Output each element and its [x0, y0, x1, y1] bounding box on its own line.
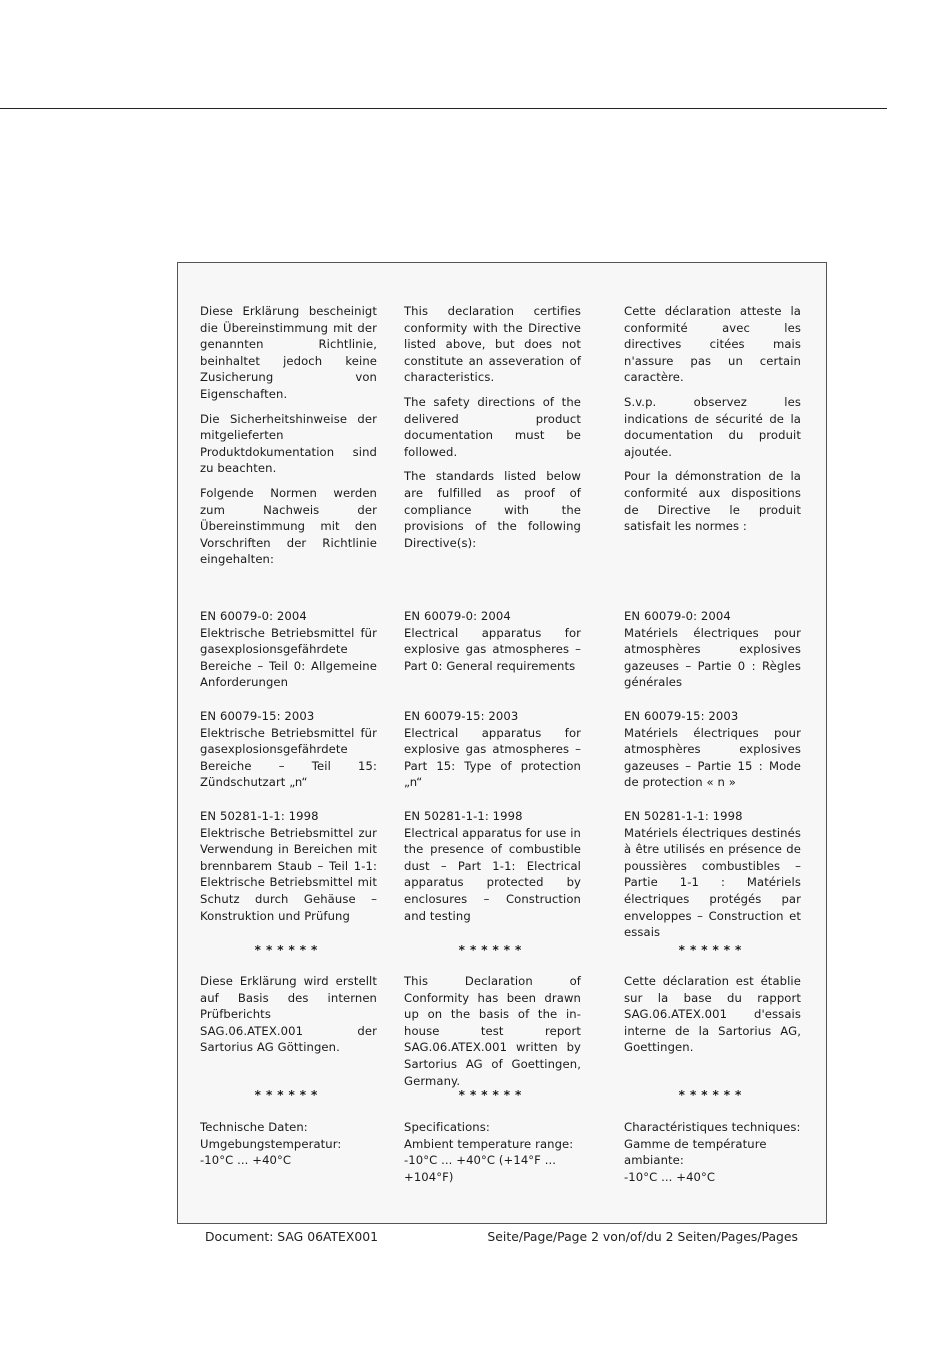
standard-code: EN 50281-1-1: 1998: [200, 809, 319, 823]
basis-paragraph: [404, 973, 581, 1089]
spec-label: Gamme de température ambiante:: [624, 1136, 767, 1168]
intro-paragraph: This declaration certifies conformity with the Directive listed above, but does not constitute an asseveration of characteristics.: [404, 304, 581, 385]
separator-stars: ******: [458, 943, 527, 957]
standard-text: Elektrische Betriebsmittel für gasexplosionsgefährdete Bereiche – Teil 15: Zündschutzart „n“: [200, 725, 377, 790]
spec-title: Technische Daten:: [200, 1120, 308, 1134]
separator-stars: ******: [254, 1088, 323, 1102]
specifications: [404, 1119, 581, 1185]
standards-paragraph: Pour la démonstration de la conformité aux dispositions de Directive le produit satisfait les normes :: [624, 469, 801, 534]
standard-code: EN 60079-0: 2004: [624, 609, 731, 623]
declaration-frame: [177, 262, 827, 1224]
standard-en60079-15: [200, 708, 377, 791]
safety-paragraph: The safety directions of the delivered product documentation must be followed.: [404, 394, 581, 459]
standard-code: EN 60079-0: 2004: [404, 609, 511, 623]
standard-text: Matériels électriques pour atmosphères explosives gazeuses – Partie 15 : Mode de protection « n »: [624, 725, 801, 790]
standard-code: EN 60079-15: 2003: [200, 709, 315, 723]
spec-value: -10°C ... +40°C: [624, 1169, 716, 1184]
separator-stars: ******: [678, 1088, 747, 1102]
standards-paragraph: Folgende Normen werden zum Nachweis der Übereinstimmung mit den Vorschriften der Richtlinie eingehalten:: [200, 485, 377, 567]
standard-text: Electrical apparatus for use in the presence of combustible dust – Part 1-1: Electrical apparatus protected by enclosures – Construction and testing: [404, 825, 581, 923]
standard-text: Electrical apparatus for explosive gas atmospheres – Part 0: General requirements: [404, 625, 581, 673]
standard-code: EN 60079-15: 2003: [624, 709, 739, 723]
spec-title: Charactéristiques techniques:: [624, 1120, 801, 1134]
footer-page-number: Seite/Page/Page 2 von/of/du 2 Seiten/Pages/Pages: [487, 1229, 798, 1244]
separator-stars: ******: [458, 1088, 527, 1102]
spec-value: -10°C ... +40°C: [200, 1153, 292, 1168]
standard-en60079-0: [200, 608, 377, 691]
standard-text: Elektrische Betriebsmittel für gasexplosionsgefährdete Bereiche – Teil 0: Allgemeine Anforderungen: [200, 625, 377, 690]
standards-paragraph: The standards listed below are fulfilled as proof of compliance with the provisions of the following Directive(s):: [404, 469, 581, 550]
standard-text: Matériels électriques destinés à être utilisés en présence de poussières combustibles – Partie 1-1 : Matériels électriques protégés par enveloppes – Construction et essais: [624, 825, 801, 940]
column-french: [624, 303, 801, 1184]
separator-stars: ******: [254, 943, 323, 957]
header-rule: [0, 108, 887, 109]
basis-text: Cette déclaration est établie sur la base du rapport SAG.06.ATEX.001 d'essais interne de la Sartorius AG, Goettingen.: [624, 974, 801, 1055]
basis-text: Diese Erklärung wird erstellt auf Basis des internen Prüfberichts SAG.06.ATEX.001 der Sartorius AG Göttingen.: [200, 974, 377, 1055]
footer-document-id: Document: SAG 06ATEX001: [205, 1229, 379, 1244]
safety-paragraph: Die Sicherheitshinweise der mitgelieferten Produktdokumentation sind zu beachten.: [200, 411, 377, 476]
column-english: [404, 303, 581, 1184]
intro-paragraph: Diese Erklärung bescheinigt die Übereinstimmung mit der genannten Richtlinie, beinhaltet jedoch keine Zusicherung von Eigenschaften.: [200, 304, 377, 401]
standard-en50281-1-1: [404, 808, 581, 924]
standard-en50281-1-1: [200, 808, 377, 924]
standard-text: Matériels électriques pour atmosphères explosives gazeuses – Partie 0 : Règles générales: [624, 625, 801, 690]
specifications: [624, 1119, 801, 1185]
basis-text: This Declaration of Conformity has been drawn up on the basis of the in-house test report SAG.06.ATEX.001 written by Sartorius AG of Goettingen, Germany.: [404, 974, 581, 1088]
specifications: [200, 1119, 377, 1169]
spec-label: Umgebungstemperatur:: [200, 1136, 342, 1151]
spec-value: -10°C ... +40°C (+14°F ... +104°F): [404, 1153, 557, 1184]
separator-stars: ******: [678, 943, 747, 957]
standard-code: EN 60079-0: 2004: [200, 609, 307, 623]
safety-paragraph: S.v.p. observez les indications de sécurité de la documentation du produit ajoutée.: [624, 394, 801, 459]
standard-code: EN 60079-15: 2003: [404, 709, 519, 723]
standard-en60079-15: [404, 708, 581, 791]
standard-text: Electrical apparatus for explosive gas atmospheres – Part 15: Type of protection „n“: [404, 725, 581, 790]
standard-code: EN 50281-1-1: 1998: [624, 809, 743, 823]
standard-en50281-1-1: [624, 808, 801, 941]
standard-en60079-0: [404, 608, 581, 674]
basis-paragraph: [624, 973, 801, 1056]
spec-label: Ambient temperature range:: [404, 1136, 574, 1151]
spec-title: Specifications:: [404, 1120, 490, 1134]
intro-paragraph: Cette déclaration atteste la conformité avec les directives citées mais n'assure pas un certain caractère.: [624, 304, 801, 385]
standard-text: Elektrische Betriebsmittel zur Verwendung in Bereichen mit brennbarem Staub – Teil 1-1: Elektrische Betriebsmittel mit Schutz durch Gehäuse – Konstruktion und Prüfung: [200, 825, 377, 923]
standard-en60079-0: [624, 608, 801, 691]
basis-paragraph: [200, 973, 377, 1056]
standard-code: EN 50281-1-1: 1998: [404, 809, 523, 823]
standard-en60079-15: [624, 708, 801, 791]
column-german: [200, 303, 377, 1168]
